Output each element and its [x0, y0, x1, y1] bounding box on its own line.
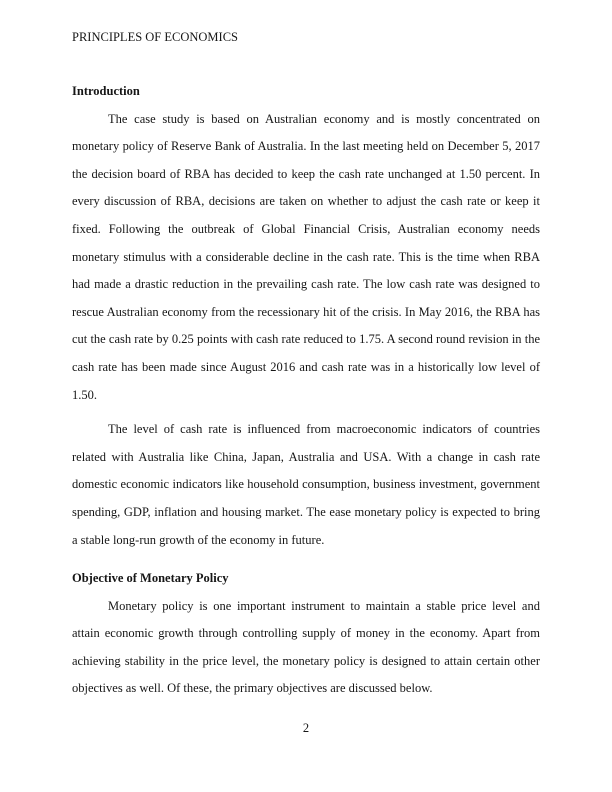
page-number: 2: [302, 721, 310, 735]
section-heading-introduction: Introduction: [72, 84, 140, 98]
running-head: PRINCIPLES OF ECONOMICS: [72, 30, 239, 44]
paragraph-monetary-policy-objectives: Monetary policy is one important instrument to maintain a stable price level and attain economic growth through controlling supply of money in the economy. Apart from achieving stability in the price level, the monetary policy is designed to attain certain other objectives as well. Of these, the primary objectives are discussed below.: [72, 598, 540, 696]
paragraph-macroeconomic-indicators: The level of cash rate is influenced from macroeconomic indicators of countries related with Australia like China, Japan, Australia and USA. With a change in cash rate domestic economic indicators like household consumption, business investment, government spending, GDP, inflation and housing market. The ease monetary policy is expected to bring a stable long-run growth of the economy in future.: [72, 422, 540, 547]
paragraph-case-study: The case study is based on Australian economy and is mostly concentrated on monetary policy of Reserve Bank of Australia. In the last meeting held on December 5, 2017 the decision board of RBA has decided to keep the cash rate unchanged at 1.50 percent. In every discussion of RBA, decisions are taken on whether to adjust the cash rate or keep it fixed. Following the outbreak of Global Financial Crisis, Australian economy needs monetary stimulus with a considerable decline in the cash rate. This is the time when RBA had made a drastic reduction in the prevailing cash rate. The low cash rate was designed to rescue Australian economy from the recessionary hit of the crisis. In May 2016, the RBA has cut the cash rate by 0.25 points with cash rate reduced to 1.75. A second round revision in the cash rate has been made since August 2016 and cash rate was in a historically low level of 1.50.: [72, 111, 540, 402]
section-heading-objective-of-monetary-policy: Objective of Monetary Policy: [72, 571, 229, 586]
